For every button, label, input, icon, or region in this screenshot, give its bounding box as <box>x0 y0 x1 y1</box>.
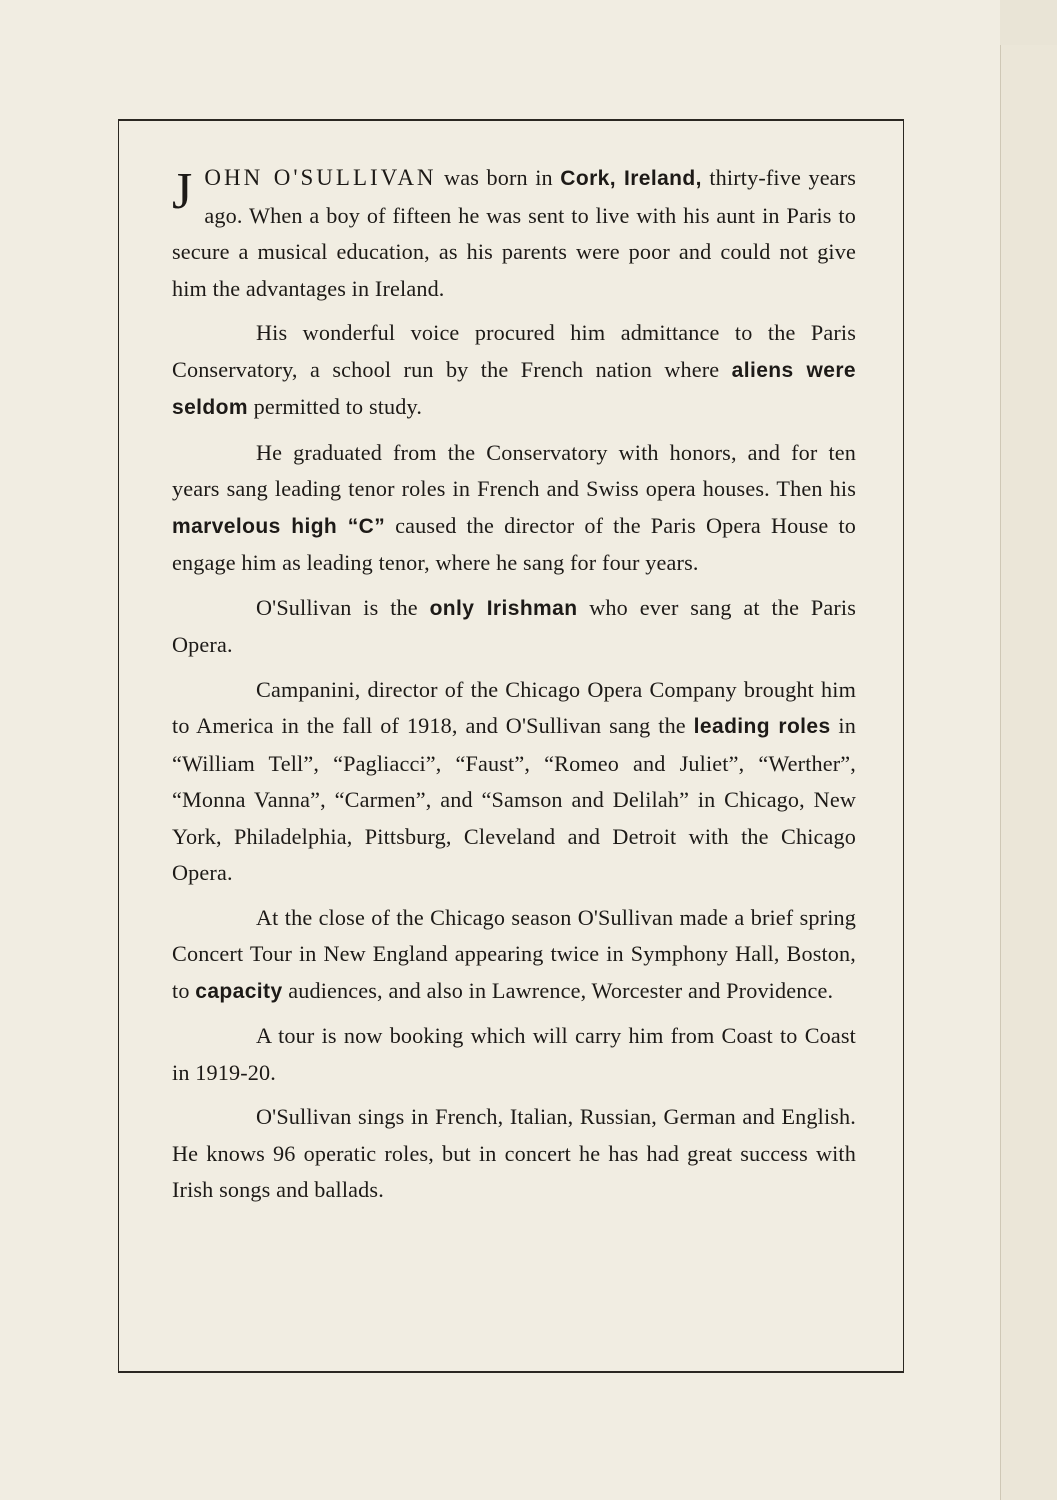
paragraph-3-text-b: caused the director of the Paris Opera House to engage him as leading tenor, where he sang for four years. <box>172 512 857 575</box>
paragraph-1-text-b: thirty-five years ago. When a boy of fifteen he was sent to live with his aunt in Paris to secure a musical education, as his parents were poor and could not give him the advantages in Ireland. <box>172 165 857 301</box>
paragraph-3 <box>172 435 856 582</box>
paragraph-1-bold: Cork, Ireland, <box>560 167 702 190</box>
paragraph-1-text-a: was born in <box>436 165 561 190</box>
paragraph-4-text-a: O'Sullivan is the <box>256 594 430 620</box>
paragraph-5 <box>172 672 856 892</box>
paragraph-5-text-b: in “William Tell”, “Pagliacci”, “Faust”, “Romeo and Juliet”, “Werther”, “Monna Vanna”, “Carmen”, and “Samson and Delilah” in Chicago, New York, Philadelphia, Pittsburg, Cleveland and Detroit with the Chicago Opera. <box>172 713 856 885</box>
paragraph-6-text-a: At the close of the Chicago season O'Sullivan made a brief spring Concert Tour in New England appearing twice in Symphony Hall, Boston, to <box>172 904 856 1003</box>
paragraph-4 <box>172 590 856 664</box>
paragraph-3-text-a: He graduated from the Conservatory with honors, and for ten years sang leading tenor roles in French and Swiss opera houses. Then his <box>172 439 856 501</box>
drop-cap: J <box>172 163 193 220</box>
biography-text <box>172 160 856 1217</box>
paragraph-3-bold: marvelous high “C” <box>172 514 386 538</box>
paragraph-8 <box>172 1099 856 1209</box>
name-small-caps: OHN O'SULLIVAN <box>204 165 437 190</box>
paragraph-8-text: O'Sullivan sings in French, Italian, Russian, German and English. He knows 96 operatic roles, but in concert he has had great success with Irish songs and ballads. <box>172 1104 856 1202</box>
paragraph-2 <box>172 315 856 427</box>
paragraph-1 <box>172 160 856 307</box>
paragraph-2-text-a: His wonderful voice procured him admittance to the Paris Conservatory, a school run by the French nation where <box>172 320 856 382</box>
paragraph-2-bold: aliens were seldom <box>172 358 856 419</box>
paragraph-6-text-b: audiences, and also in Lawrence, Worcester and Providence. <box>282 977 834 1003</box>
paragraph-5-text-a: Campanini, director of the Chicago Opera Company brought him to America in the fall of 1918, and O'Sullivan sang the <box>172 676 856 738</box>
paragraph-6-bold: capacity <box>195 979 283 1003</box>
paragraph-7-text: A tour is now booking which will carry him from Coast to Coast in 1919-20. <box>172 1023 856 1085</box>
facing-page-edge <box>1000 45 1057 1500</box>
paragraph-7 <box>172 1018 856 1091</box>
paragraph-4-bold: only Irishman <box>429 596 578 620</box>
paragraph-2-text-b: permitted to study. <box>247 394 423 419</box>
paragraph-6 <box>172 900 856 1011</box>
paragraph-5-bold: leading roles <box>693 715 831 738</box>
paragraph-4-text-b: who ever sang at the Paris Opera. <box>172 594 857 657</box>
